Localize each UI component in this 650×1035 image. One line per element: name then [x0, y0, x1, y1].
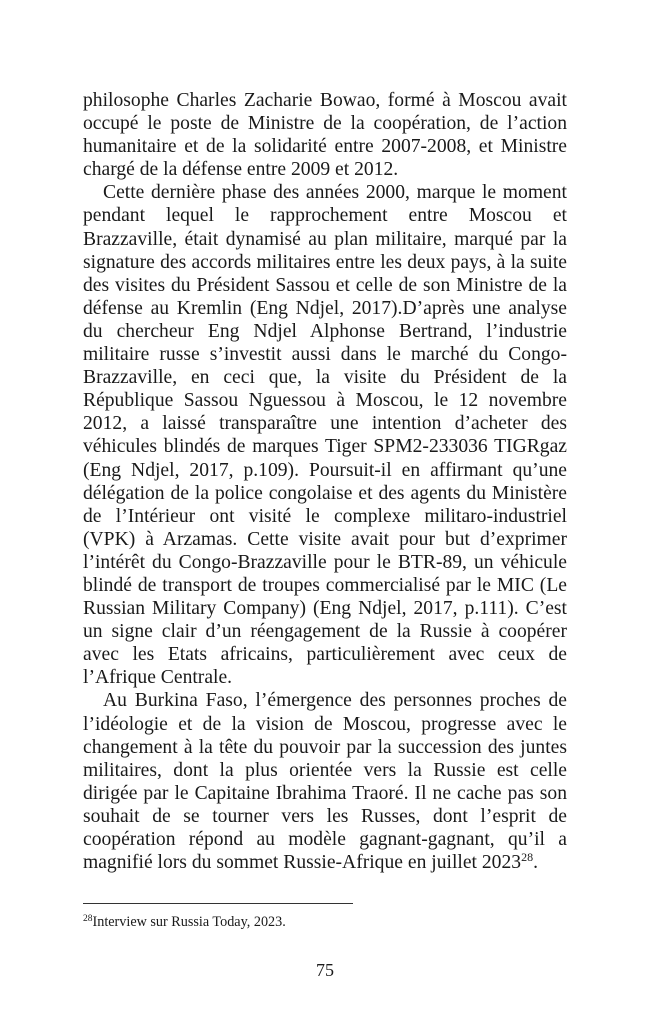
page-body [83, 89, 567, 874]
footnote-reference[interactable]: 28 [521, 850, 534, 865]
footnote-text: Interview sur Russia Today, 2023. [92, 914, 286, 930]
footnote [83, 914, 567, 931]
paragraph-3-text: Au Burkina Faso, l’émergence des personnes proches de l’idéologie et de la vision de Moscou, progresse avec le changement à la tête du pouvoir par la succession des juntes militaires, dont la plus orientée vers la Russie est celle dirigée par le Capitaine Ibrahima Traoré. Il ne cache pas son souhait de se tourner vers les Russes, dont l’esprit de coopération répond au modèle gagnant-gagnant, qu’il a magnifié lors du sommet Russie-Afrique en juillet 2023 [83, 690, 567, 874]
footnote-mark: 28 [83, 914, 93, 924]
footnote-separator [83, 903, 353, 904]
page-number: 75 [316, 960, 334, 980]
paragraph-3 [83, 689, 567, 874]
paragraph-2: Cette dernière phase des années 2000, marque le moment pendant lequel le rapprochement entre Moscou et Brazzaville, était dynamisé au plan militaire, marqué par la signature des accords militaires entre les deux pays, à la suite des visites du Président Sassou et celle de son Ministre de la défense au Kremlin (Eng Ndjel, 2017).D’après une analyse du chercheur Eng Ndjel Alphonse Bertrand, l’industrie militaire russe s’investit aussi dans le marché du Congo-Brazzaville, en ceci que, la visite du Président de la République Sassou Nguessou à Moscou, le 12 novembre 2012, a laissé transparaître une intention d’acheter des véhicules blindés de marques Tiger SPM2-233036 TIGRgaz (Eng Ndjel, 2017, p.109). Poursuit-il en affirmant qu’une délégation de la police congolaise et des agents du Ministère de l’Intérieur ont visité le complexe militaro-industriel (VPK) à Arzamas. Cette visite avait pour but d’exprimer l’intérêt du Congo-Brazzaville pour le BTR-89, un véhicule blindé de transport de troupes commercialisé par le MIC (Le Russian Military Company) (Eng Ndjel, 2017, p.111). C’est un signe clair d’un réengagement de la Russie à coopérer avec les Etats africains, particulièrement avec ceux de l’Afrique Centrale. [83, 182, 567, 689]
paragraph-3-end: . [533, 852, 538, 874]
paragraph-1: philosophe Charles Zacharie Bowao, formé à Moscou avait occupé le poste de Ministre de la coopération, de l’action humanitaire et de la solidarité entre 2007-2008, et Ministre chargé de la défense entre 2009 et 2012. [83, 90, 567, 181]
